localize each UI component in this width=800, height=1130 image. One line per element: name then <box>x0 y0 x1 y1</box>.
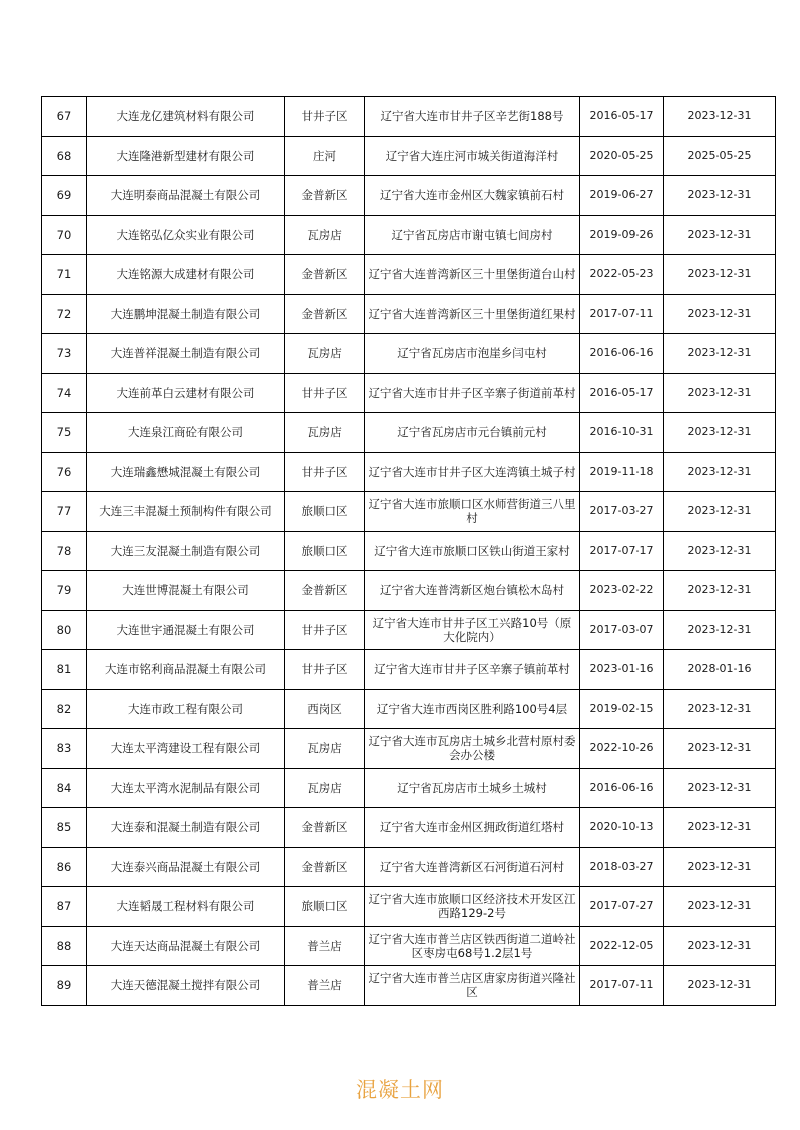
address: 辽宁省大连普湾新区炮台镇松木岛村 <box>365 571 580 611</box>
district: 普兰店 <box>285 966 365 1006</box>
company-name: 大连太平湾建设工程有限公司 <box>87 729 285 769</box>
end-date: 2023-12-31 <box>664 610 776 650</box>
site-watermark: 混凝土网 <box>356 1078 444 1102</box>
address: 辽宁省瓦房店市元台镇前元村 <box>365 413 580 453</box>
company-name: 大连世宇通混凝土有限公司 <box>87 610 285 650</box>
address: 辽宁省大连市甘井子区辛寨子镇前革村 <box>365 650 580 690</box>
start-date: 2022-12-05 <box>580 926 664 966</box>
start-date: 2016-06-16 <box>580 334 664 374</box>
end-date: 2023-12-31 <box>664 255 776 295</box>
end-date: 2023-12-31 <box>664 452 776 492</box>
district: 甘井子区 <box>285 650 365 690</box>
table-row <box>42 926 776 966</box>
address: 辽宁省瓦房店市泡崖乡闫屯村 <box>365 334 580 374</box>
end-date: 2023-12-31 <box>664 768 776 808</box>
address: 辽宁省瓦房店市土城乡土城村 <box>365 768 580 808</box>
district: 瓦房店 <box>285 413 365 453</box>
end-date: 2023-12-31 <box>664 689 776 729</box>
table-row <box>42 768 776 808</box>
end-date: 2023-12-31 <box>664 413 776 453</box>
company-name: 大连隆港新型建材有限公司 <box>87 136 285 176</box>
address: 辽宁省大连市旅顺口区经济技术开发区江西路129-2号 <box>365 887 580 927</box>
table-row <box>42 531 776 571</box>
end-date: 2023-12-31 <box>664 887 776 927</box>
address: 辽宁省大连市金州区大魏家镇前石村 <box>365 176 580 216</box>
address: 辽宁省大连市瓦房店土城乡北营村原村委会办公楼 <box>365 729 580 769</box>
table-row <box>42 255 776 295</box>
company-name: 大连韬晟工程材料有限公司 <box>87 887 285 927</box>
address: 辽宁省瓦房店市谢屯镇七间房村 <box>365 215 580 255</box>
row-number: 83 <box>42 729 87 769</box>
table-row <box>42 334 776 374</box>
district: 瓦房店 <box>285 215 365 255</box>
table-row <box>42 373 776 413</box>
company-name: 大连世博混凝土有限公司 <box>87 571 285 611</box>
table-row <box>42 97 776 137</box>
start-date: 2019-02-15 <box>580 689 664 729</box>
district: 金普新区 <box>285 294 365 334</box>
company-name: 大连铭弘亿众实业有限公司 <box>87 215 285 255</box>
start-date: 2023-01-16 <box>580 650 664 690</box>
company-registry-table <box>41 96 776 1006</box>
start-date: 2016-05-17 <box>580 97 664 137</box>
company-name: 大连三友混凝土制造有限公司 <box>87 531 285 571</box>
district: 金普新区 <box>285 176 365 216</box>
start-date: 2017-07-17 <box>580 531 664 571</box>
district: 瓦房店 <box>285 729 365 769</box>
start-date: 2022-10-26 <box>580 729 664 769</box>
end-date: 2023-12-31 <box>664 176 776 216</box>
end-date: 2028-01-16 <box>664 650 776 690</box>
district: 金普新区 <box>285 808 365 848</box>
end-date: 2023-12-31 <box>664 531 776 571</box>
address: 辽宁省大连市普兰店区唐家房街道兴隆社区 <box>365 966 580 1006</box>
address: 辽宁省大连市旅顺口区水师营街道三八里村 <box>365 492 580 532</box>
address: 辽宁省大连庄河市城关街道海洋村 <box>365 136 580 176</box>
start-date: 2019-09-26 <box>580 215 664 255</box>
table-row <box>42 689 776 729</box>
start-date: 2020-05-25 <box>580 136 664 176</box>
district: 瓦房店 <box>285 768 365 808</box>
district: 旅顺口区 <box>285 492 365 532</box>
start-date: 2018-03-27 <box>580 847 664 887</box>
table-row <box>42 610 776 650</box>
table-row <box>42 176 776 216</box>
company-name: 大连太平湾水泥制品有限公司 <box>87 768 285 808</box>
company-name: 大连龙亿建筑材料有限公司 <box>87 97 285 137</box>
row-number: 71 <box>42 255 87 295</box>
start-date: 2017-07-27 <box>580 887 664 927</box>
table-row <box>42 887 776 927</box>
table-row <box>42 492 776 532</box>
row-number: 86 <box>42 847 87 887</box>
row-number: 76 <box>42 452 87 492</box>
address: 辽宁省大连市甘井子区辛艺街188号 <box>365 97 580 137</box>
table-row <box>42 136 776 176</box>
table-row <box>42 847 776 887</box>
company-name: 大连三丰混凝土预制构件有限公司 <box>87 492 285 532</box>
row-number: 74 <box>42 373 87 413</box>
table-row <box>42 808 776 848</box>
table-row <box>42 215 776 255</box>
row-number: 75 <box>42 413 87 453</box>
row-number: 72 <box>42 294 87 334</box>
table-row <box>42 650 776 690</box>
row-number: 68 <box>42 136 87 176</box>
district: 甘井子区 <box>285 373 365 413</box>
end-date: 2023-12-31 <box>664 729 776 769</box>
row-number: 78 <box>42 531 87 571</box>
end-date: 2023-12-31 <box>664 847 776 887</box>
row-number: 82 <box>42 689 87 729</box>
company-name: 大连天达商品混凝土有限公司 <box>87 926 285 966</box>
company-name: 大连市政工程有限公司 <box>87 689 285 729</box>
end-date: 2023-12-31 <box>664 926 776 966</box>
row-number: 89 <box>42 966 87 1006</box>
address: 辽宁省大连市甘井子区工兴路10号（原大化院内） <box>365 610 580 650</box>
start-date: 2017-07-11 <box>580 966 664 1006</box>
row-number: 79 <box>42 571 87 611</box>
address: 辽宁省大连市西岗区胜利路100号4层 <box>365 689 580 729</box>
end-date: 2023-12-31 <box>664 571 776 611</box>
company-name: 大连普祥混凝土制造有限公司 <box>87 334 285 374</box>
district: 金普新区 <box>285 847 365 887</box>
district: 甘井子区 <box>285 97 365 137</box>
row-number: 67 <box>42 97 87 137</box>
district: 金普新区 <box>285 571 365 611</box>
table-row <box>42 729 776 769</box>
start-date: 2016-10-31 <box>580 413 664 453</box>
end-date: 2025-05-25 <box>664 136 776 176</box>
row-number: 85 <box>42 808 87 848</box>
company-name: 大连泰兴商品混凝土有限公司 <box>87 847 285 887</box>
address: 辽宁省大连市甘井子区大连湾镇土城子村 <box>365 452 580 492</box>
district: 甘井子区 <box>285 610 365 650</box>
end-date: 2023-12-31 <box>664 334 776 374</box>
start-date: 2017-07-11 <box>580 294 664 334</box>
address: 辽宁省大连普湾新区三十里堡街道台山村 <box>365 255 580 295</box>
end-date: 2023-12-31 <box>664 373 776 413</box>
address: 辽宁省大连市旅顺口区铁山街道王家村 <box>365 531 580 571</box>
row-number: 81 <box>42 650 87 690</box>
district: 金普新区 <box>285 255 365 295</box>
row-number: 70 <box>42 215 87 255</box>
row-number: 77 <box>42 492 87 532</box>
row-number: 87 <box>42 887 87 927</box>
district: 瓦房店 <box>285 334 365 374</box>
row-number: 84 <box>42 768 87 808</box>
end-date: 2023-12-31 <box>664 215 776 255</box>
company-name: 大连鹏坤混凝土制造有限公司 <box>87 294 285 334</box>
start-date: 2017-03-07 <box>580 610 664 650</box>
address: 辽宁省大连市甘井子区辛寨子街道前革村 <box>365 373 580 413</box>
company-name: 大连市铭利商品混凝土有限公司 <box>87 650 285 690</box>
address: 辽宁省大连市金州区拥政街道红塔村 <box>365 808 580 848</box>
end-date: 2023-12-31 <box>664 294 776 334</box>
start-date: 2017-03-27 <box>580 492 664 532</box>
row-number: 88 <box>42 926 87 966</box>
address: 辽宁省大连普湾新区三十里堡街道红果村 <box>365 294 580 334</box>
start-date: 2019-06-27 <box>580 176 664 216</box>
company-name: 大连天德混凝土搅拌有限公司 <box>87 966 285 1006</box>
end-date: 2023-12-31 <box>664 97 776 137</box>
start-date: 2016-06-16 <box>580 768 664 808</box>
district: 庄河 <box>285 136 365 176</box>
company-name: 大连铭源大成建材有限公司 <box>87 255 285 295</box>
row-number: 69 <box>42 176 87 216</box>
end-date: 2023-12-31 <box>664 966 776 1006</box>
district: 甘井子区 <box>285 452 365 492</box>
table-row <box>42 413 776 453</box>
table-body <box>42 97 776 1006</box>
company-name: 大连瑞鑫懋城混凝土有限公司 <box>87 452 285 492</box>
table-row <box>42 966 776 1006</box>
district: 旅顺口区 <box>285 887 365 927</box>
start-date: 2023-02-22 <box>580 571 664 611</box>
start-date: 2020-10-13 <box>580 808 664 848</box>
table-row <box>42 452 776 492</box>
table-row <box>42 571 776 611</box>
row-number: 80 <box>42 610 87 650</box>
start-date: 2016-05-17 <box>580 373 664 413</box>
company-name: 大连泉江商砼有限公司 <box>87 413 285 453</box>
table-row <box>42 294 776 334</box>
district: 西岗区 <box>285 689 365 729</box>
company-name: 大连前革白云建材有限公司 <box>87 373 285 413</box>
end-date: 2023-12-31 <box>664 808 776 848</box>
end-date: 2023-12-31 <box>664 492 776 532</box>
row-number: 73 <box>42 334 87 374</box>
start-date: 2022-05-23 <box>580 255 664 295</box>
company-name: 大连明泰商品混凝土有限公司 <box>87 176 285 216</box>
company-name: 大连泰和混凝土制造有限公司 <box>87 808 285 848</box>
district: 旅顺口区 <box>285 531 365 571</box>
district: 普兰店 <box>285 926 365 966</box>
address: 辽宁省大连市普兰店区铁西街道二道岭社区枣房屯68号1.2层1号 <box>365 926 580 966</box>
address: 辽宁省大连普湾新区石河街道石河村 <box>365 847 580 887</box>
start-date: 2019-11-18 <box>580 452 664 492</box>
